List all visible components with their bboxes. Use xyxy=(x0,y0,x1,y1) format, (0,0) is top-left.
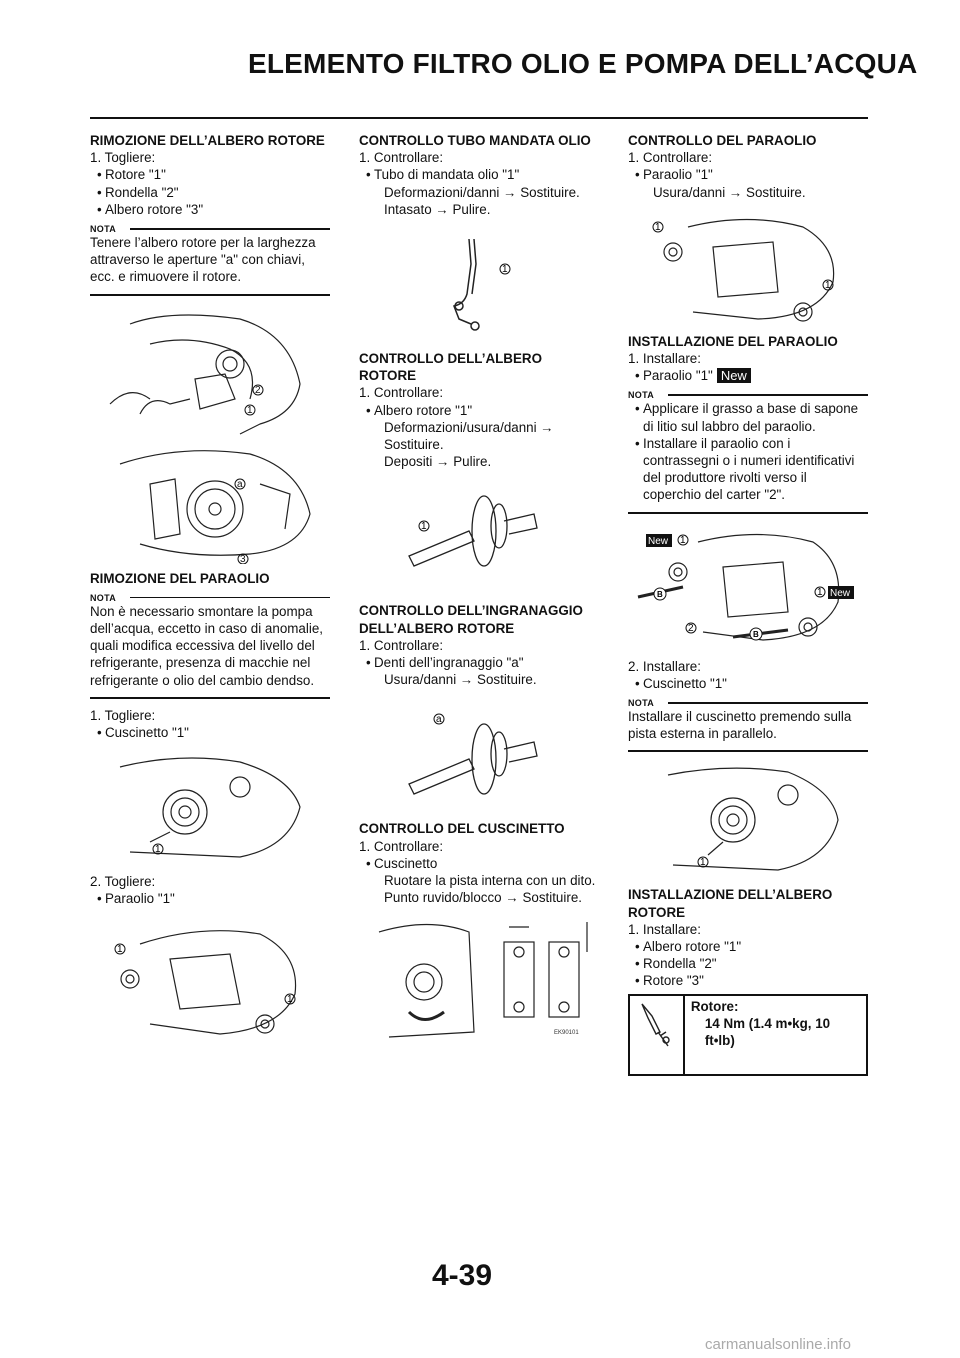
section-title: INSTALLAZIONE DELL’ALBERO ROTORE xyxy=(628,887,833,920)
bullet: • Tubo di mandata olio "1" xyxy=(359,166,599,183)
callout-number: 1 xyxy=(287,993,293,1005)
callout-number: 1 xyxy=(655,221,661,233)
step: 1. Togliere: xyxy=(90,150,156,166)
figure-bearing-removal xyxy=(90,747,330,867)
step: 1. Controllare: xyxy=(359,838,444,854)
check-line: Intasato → Pulire. xyxy=(384,201,491,217)
note-bullet: • Installare il paraolio con i contrassegni o i numeri identificativi del produttore rivolti verso il coperchio del carter "2". xyxy=(628,435,868,504)
bullet: • Paraolio "1" xyxy=(628,166,868,183)
callout-number: 1 xyxy=(117,943,123,955)
bullet xyxy=(628,367,868,384)
note-label: NOTA xyxy=(628,698,655,709)
figure-seal-check xyxy=(628,207,868,327)
callout-number: 1 xyxy=(155,844,161,856)
watermark: carmanualsonline.info xyxy=(705,1336,851,1353)
step: 1. Controllare: xyxy=(359,637,444,653)
callout-letter: a xyxy=(436,714,442,726)
header-rule xyxy=(90,117,868,119)
torque-spec-box xyxy=(628,994,868,1076)
column-1 xyxy=(90,132,330,1050)
section-title: CONTROLLO DEL PARAOLIO xyxy=(628,133,817,148)
check-line: Deformazioni/usura/danni → Sostituire. xyxy=(384,419,554,453)
bullet: • Cuscinetto xyxy=(359,855,599,872)
note-box xyxy=(90,224,330,296)
page-title: ELEMENTO FILTRO OLIO E POMPA DELL’ACQUA xyxy=(248,48,918,79)
callout-number: 2 xyxy=(688,622,694,634)
note-bullet: • Applicare il grasso a base di sapone di litio sul labbro del paraolio. xyxy=(628,400,868,434)
callout-number: 1 xyxy=(700,857,706,869)
check-line: Usura/danni → Sostituire. xyxy=(384,672,537,688)
step: 1. Controllare: xyxy=(359,385,444,401)
figure-bearing-install xyxy=(628,760,868,880)
note-box xyxy=(628,698,868,752)
grease-symbol: B xyxy=(753,629,759,639)
callout-number: 1 xyxy=(825,279,831,291)
section-title: RIMOZIONE DEL PARAOLIO xyxy=(90,570,270,586)
callout-number: 1 xyxy=(680,534,686,546)
bullet: • Paraolio "1" xyxy=(90,890,330,907)
section-title: INSTALLAZIONE DEL PARAOLIO xyxy=(628,333,838,349)
bullet: • Denti dell’ingranaggio "a" xyxy=(359,654,599,671)
section-title: CONTROLLO DEL CUSCINETTO xyxy=(359,821,565,837)
callout-number: 1 xyxy=(502,264,508,276)
note-label: NOTA xyxy=(90,592,117,603)
note-label: NOTA xyxy=(90,224,117,235)
callout-number: 1 xyxy=(421,521,427,533)
new-badge: New xyxy=(717,368,751,383)
note-text xyxy=(628,400,868,513)
step: 1. Installare: xyxy=(628,351,701,367)
note-label: NOTA xyxy=(628,390,655,401)
check-line: Deformazioni/danni → Sostituire. xyxy=(384,184,580,200)
check-line: Ruotare la pista interna con un dito. xyxy=(384,873,596,889)
figure-seal-removal xyxy=(90,914,330,1044)
torque-wrench-icon xyxy=(630,996,685,1074)
callout-number: 1 xyxy=(247,404,253,416)
callout-number: 1 xyxy=(817,586,823,598)
figure-seal-install xyxy=(628,522,868,652)
grease-symbol: B xyxy=(657,589,663,599)
figure-oil-pipe xyxy=(359,224,599,344)
bullet: • Rotore "3" xyxy=(628,972,868,989)
callout-letter: a xyxy=(237,478,243,490)
bullet: • Albero rotore "1" xyxy=(628,938,868,955)
section-title: CONTROLLO DELL’INGRANAGGIO DELL’ALBERO ROTORE xyxy=(359,603,583,636)
new-badge: New xyxy=(830,587,851,599)
bullet: • Rotore "1" xyxy=(90,166,330,183)
figure-bearing-check xyxy=(359,912,599,1042)
check-line: Depositi → Pulire. xyxy=(384,454,492,470)
check-line: Punto ruvido/blocco → Sostituire. xyxy=(384,890,582,906)
new-badge: New xyxy=(648,535,669,547)
torque-label: Rotore: xyxy=(690,998,739,1014)
callout-number: 3 xyxy=(240,553,246,564)
check-line: Usura/danni → Sostituire. xyxy=(653,184,806,200)
step: 2. Togliere: xyxy=(90,874,156,890)
note-text: Non è necessario smontare la pompa dell’acqua, eccetto in caso di anomalie, quali modifica eccessiva del livello del refrigerante, presenza di macchie nel refrigerante o olio del cambio dendso. xyxy=(90,603,330,699)
note-text: Installare il cuscinetto premendo sulla pista esterna in parallelo. xyxy=(628,708,868,752)
callout-number: 2 xyxy=(255,384,261,396)
step: 1. Controllare: xyxy=(359,150,444,166)
page-number: 4-39 xyxy=(432,1259,493,1292)
figure-rotor-removal xyxy=(90,304,330,564)
section-title: RIMOZIONE DELL’ALBERO ROTORE xyxy=(90,133,325,148)
note-box xyxy=(628,390,868,513)
column-3 xyxy=(628,132,868,1076)
note-text: Tenere l’albero rotore per la larghezza attraverso le aperture "a" con chiavi, ecc. e rimuovere il rotore. xyxy=(90,234,330,296)
column-2 xyxy=(359,132,599,1048)
torque-text xyxy=(685,996,866,1074)
figure-code: EK90101 xyxy=(554,1030,579,1037)
torque-value: 14 Nm (1.4 m•kg, 10 ft•lb) xyxy=(704,1015,831,1049)
bullet: • Albero rotore "3" xyxy=(90,201,330,218)
bullet: • Rondella "2" xyxy=(628,955,868,972)
bullet: • Cuscinetto "1" xyxy=(628,675,868,692)
figure-shaft-gear xyxy=(359,694,599,814)
bullet: • Rondella "2" xyxy=(90,184,330,201)
section-title: CONTROLLO TUBO MANDATA OLIO xyxy=(359,133,591,148)
figure-rotor-shaft xyxy=(359,476,599,596)
bullet: • Cuscinetto "1" xyxy=(90,724,330,741)
bullet: • Albero rotore "1" xyxy=(359,402,599,419)
section-title: CONTROLLO DELL’ALBERO ROTORE xyxy=(359,351,542,384)
step: 1. Installare: xyxy=(628,921,701,937)
step: 2. Installare: xyxy=(628,658,701,674)
note-box xyxy=(90,593,330,699)
step: 1. Togliere: xyxy=(90,707,156,723)
step: 1. Controllare: xyxy=(628,150,713,166)
bullet-text: Paraolio "1" xyxy=(643,368,713,384)
